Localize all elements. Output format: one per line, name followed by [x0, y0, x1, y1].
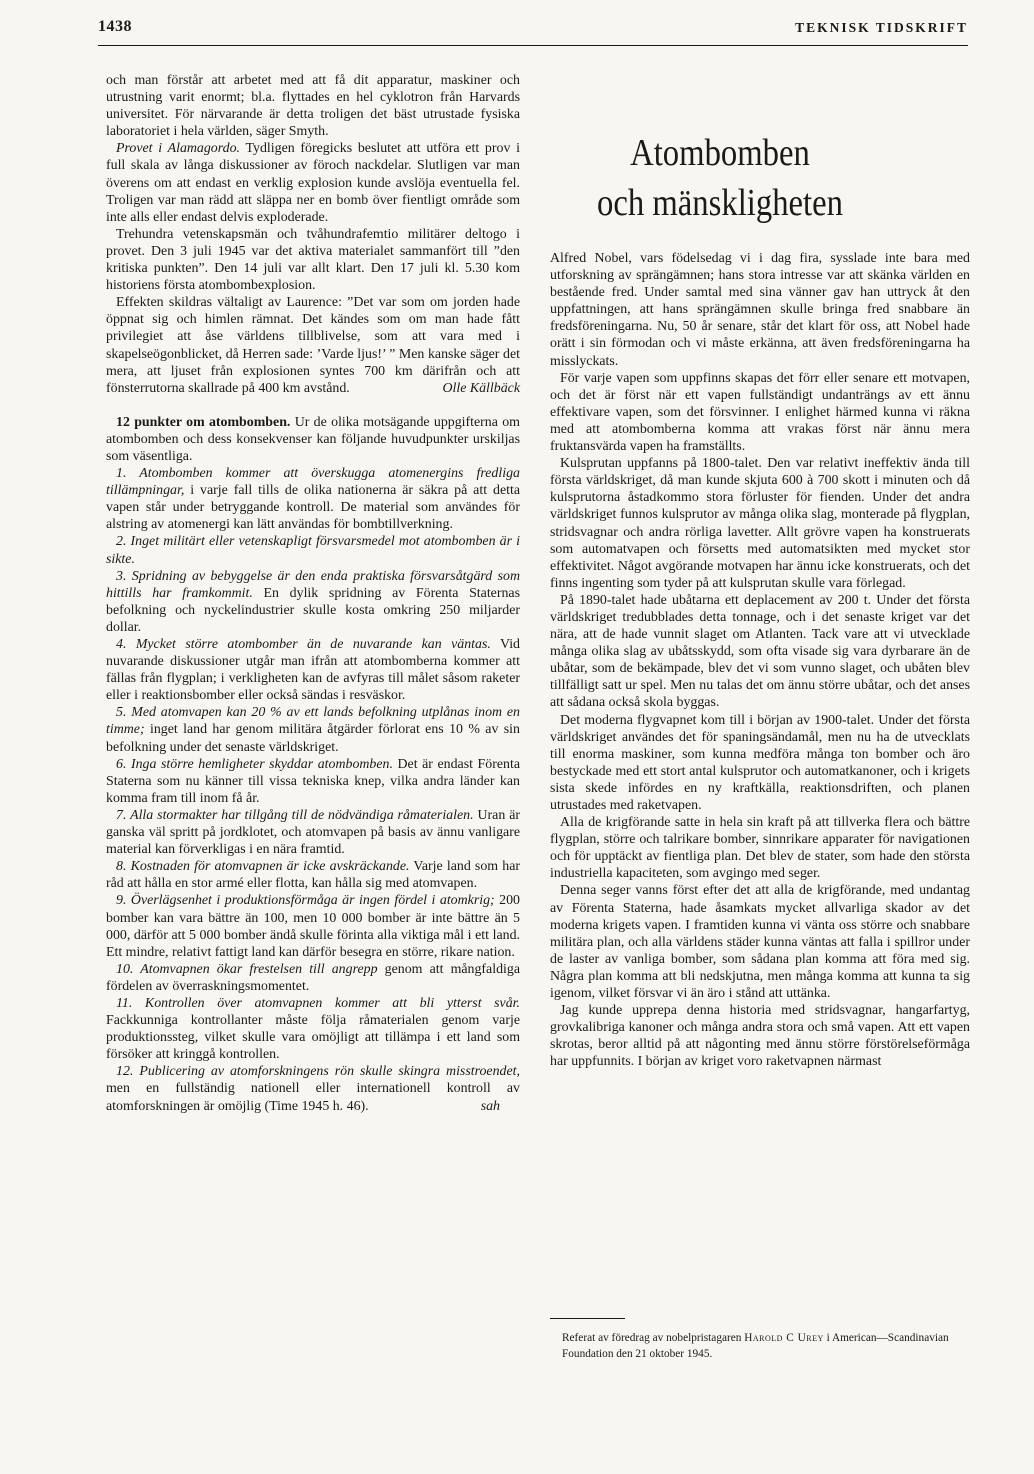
footnote-text: Referat av föredrag av nobelpristagaren [562, 1332, 745, 1344]
list-item [106, 465, 520, 533]
point-text: En dylik spridning av Förenta Staternas befolkning och nyckelindustrier skulle kosta omkring 250 miljarder dollar. [106, 585, 520, 635]
point-text: Uran är ganska väl spritt på jordklotet, och atomvapen på basis av ännu vanligare material kan förverkligas i en nära framtid. [106, 807, 520, 858]
footnote-text: i American—Scandinavian Foundation den 21 oktober 1945. [562, 1332, 949, 1360]
list-item [106, 858, 520, 892]
right-column [550, 250, 970, 1071]
list-item [106, 704, 520, 755]
points-list [106, 465, 520, 1115]
list-item [106, 807, 520, 858]
footnote-rule [550, 1318, 625, 1319]
point-text: inget land har genom militära åtgärder förlorat ens 10 % av sin befolkning under det senaste världskriget. [106, 722, 520, 755]
left-column [106, 72, 520, 1115]
point-heading: 3. Spridning av bebyggelse är den enda praktiska försvarsåtgärd som hittills har framkommit. [106, 568, 520, 601]
list-item [106, 568, 520, 636]
point-text: Det är endast Förenta Staterna som nu känner till vissa tekniska knep, vilka andra länder kan komma fram till inom få år. [106, 756, 520, 806]
article-title [574, 128, 866, 228]
point-text: Fackkunniga kontrollanter måste följa råmaterialen genom varje produktionssteg, vilket skulle vara omöjligt att tillämpa i ett land som försöker att kringgå kontrollen. [106, 1013, 520, 1063]
author-name: Harold C Urey [744, 1332, 824, 1344]
footnote [562, 1330, 972, 1362]
list-item [106, 756, 520, 807]
list-item [106, 1063, 520, 1114]
paragraph: Det moderna flygvapnet kom till i början av 1900-talet. Under det första världskriget användes det för spaningsändamål, men nu ha de utvecklats till enorma maskiner, som kunna medföra många ton bomber och äro bestyckade med ett stort antal kulsprutor och automatkanoner, och i krigets sista skede infördes en ny kraftkälla, reaktionsdriften, och planen utrustades med raketvapen. [550, 712, 970, 813]
list-item [106, 533, 520, 567]
section-heading: 12 punkter om atombomben. [116, 414, 291, 430]
point-heading: 6. Inga större hemligheter skyddar atombomben. [116, 756, 393, 772]
point-text: Varje land som har råd att hålla en stor armé eller flotta, kan hålla sig med atomvapen. [106, 859, 520, 892]
author-signature: Olle Källbäck [442, 380, 520, 396]
page-number: 1438 [98, 18, 132, 35]
point-heading: 4. Mycket större atombomber än de nuvarande kan väntas. [116, 637, 491, 652]
paragraph-text: Effekten skildras vältaligt av Laurence: ”Det var som om jorden hade öppnat sig och himlen rämnat. Det kändes som om man hade fått privilegiet att åse världens tillblivelse, som att vara med i skapelseögonblicket, då Herren sade: ’Varde ljus!’ ” Men kanske säger det mera, att ljuset från explosionen syntes 700 km därifrån och att fönsterrutorna skallrade på 400 km avstånd. [106, 295, 520, 396]
list-item [106, 636, 520, 704]
point-heading: 1. Atombomben kommer att överskugga atomenergins fredliga tillämpningar, [106, 466, 520, 499]
point-heading: 2. Inget militärt eller vetenskapligt försvarsmedel mot atombomben är i sikte. [106, 534, 520, 567]
paragraph [106, 140, 520, 225]
paragraph-text: Ur de olika motsägande uppgifterna om atombomben och dess konsekvenser kan följande huvudpunkter urskiljas som väsentliga. [106, 414, 520, 464]
paragraph: Jag kunde upprepa denna historia med stridsvagnar, hangarfartyg, grovkalibriga kanoner och många andra stora och små vapen. Att ett vapen skrotas, beror alltid på att någonting med ännu större förstörelseförmåga har uppfunnits. I början av kriget voro raketvapnen närmast [550, 1003, 970, 1070]
author-signature: sah [480, 1098, 500, 1114]
list-item [106, 892, 520, 960]
point-heading: 8. Kostnaden för atomvapnen är icke avskräckande. [116, 859, 410, 875]
paragraph [106, 294, 520, 397]
point-text: Vid nuvarande diskussioner utgår man ifrån att atombomberna kommer att fällas från flygplan; i verkligheten kan de avfyras till målet såsom raketer eller i reaktionsbomber eller också sändas i resväskor. [106, 637, 520, 704]
paragraph-text: Tydligen föregicks beslutet att utföra ett prov i full skala av långa diskussioner av föroch nackdelar. Slutligen var man överens om att endast en verklig explosion kunde avslöja eventuella fel. Troligen var man rädd att släppa ner en bomb över fientligt område som inte alls eller endast delvis exploderade. [106, 141, 520, 225]
title-line: Atombomben [630, 132, 810, 174]
point-text: men en fullständig nationell eller internationell kontroll av atomforskningen är omöjlig (Time 1945 h. 46). [106, 1081, 520, 1114]
paragraph: På 1890-talet hade ubåtarna ett deplacement av 200 t. Under det första världskriget tredubblades detta tonnage, och i det senaste kriget var det nära, att de hade vunnit slaget om Atlanten. Tack vare att vi utvecklade många olika slag av ubåtsskydd, som ofta visade sig vara dyrbarare än de ubåtar, som de bekämpade, blev det vi som vunno slaget, och ubåten blev tillfälligt satt ur spel. Men nu talas det om ännu större ubåtar, och det anses att sådana också skola byggas. [550, 592, 970, 711]
point-heading: 5. Med atomvapen kan 20 % av ett lands befolkning utplånas inom en timme; [106, 705, 520, 738]
paragraph: Alfred Nobel, vars födelsedag vi i dag fira, sysslade inte bara med utforskning av sprängämnen; hans stora intresse var att skänka världen en bestående fred. Under samtal med sina vänner gav han uttryck åt den uppfattningen, att hans sprängämnen skulle bringa fred snabbare än fredsföreningarna. Nu, 50 år senare, står det klart för oss, att Nobel hade orätt i sin förmodan och vi måste erkänna, att även fredsföreningarna ha misslyckats. [550, 251, 970, 369]
point-heading: 12. Publicering av atomforskningens rön skulle skingra misstroendet, [116, 1064, 520, 1080]
running-header [98, 18, 968, 40]
point-heading: 9. Överlägsenhet i produktionsförmåga är ingen fördel i atomkrig; [116, 893, 495, 909]
point-text: 200 bomber kan vara bättre än 100, men 10 000 bomber är inte bättre än 5 000, därför att 5 000 bomber ändå skulle förinta alla viktiga mål i ett land. Ett mindre, relativt fattigt land kan därför besegra en större, rikare nation. [106, 893, 520, 960]
list-item [106, 995, 520, 1063]
point-heading: 7. Alla stormakter har tillgång till de nödvändiga råmaterialen. [116, 807, 474, 823]
paragraph: Denna seger vanns först efter det att alla de krigförande, med undantag av Förenta Staterna, hade åsamkats mycket allvarliga skador av det moderna krigets vapen. I framtiden kunna vi vänta oss större och snabbare militära plan, och alla världens städer kunna väntas att falla i spillror under de laster av vanliga bomber, som sådana plan komma att föra med sig. Några plan komma att bli nedskjutna, men många komma att kunna ta sig igenom, vilket försvar vi än äro i stånd att uttänka. [550, 883, 970, 1002]
paragraph: och man förstår att arbetet med att få dit apparatur, maskiner och utrustning varit enormt; bl.a. flyttades en hel cyklotron från Harvards universitet. För närvarande är detta troligen det bäst utrustade fysiska laboratoriet i hela världen, säger Smyth. [106, 73, 520, 140]
section-heading: Provet i Alamagordo. [116, 141, 241, 157]
list-item [106, 961, 520, 995]
paragraph [106, 414, 520, 465]
paragraph: Alla de krigförande satte in hela sin kraft på att tillverka flera och bättre flygplan, större och talrikare bomber, sinnrikare apparater för navigationen och för upptäckt av fientliga plan. Det blev de stater, som hade den största industriella kapaciteten, som avgingo med seger. [550, 815, 970, 882]
paragraph: För varje vapen som uppfinns skapas det förr eller senare ett motvapen, och det är först när ett vapen fullständigt undanträngs av ett ännu effektivare vapen, som det försvinner. I enlighet härmed kunna vi räkna med att atombomberna komma att vrakas först när ännu mera fruktansvärda vapen ha framställts. [550, 370, 970, 455]
paragraph: Trehundra vetenskapsmän och tvåhundrafemtio militärer deltogo i provet. Den 3 juli 1945 var det aktiva materialet sammanfört till ”den kritiska punkten”. Den 14 juli var allt klart. Den 17 juli kl. 5.30 kom historiens första atombombexplosion. [106, 226, 520, 294]
point-heading: 11. Kontrollen över atomvapnen kommer att bli ytterst svår. [116, 995, 520, 1011]
point-text: genom att mångfaldiga fördelen av överraskningsmomentet. [106, 961, 520, 994]
paragraph: Kulsprutan uppfanns på 1800-talet. Den var relativt ineffektiv ända till första världskriget, då man kunde skjuta 600 à 700 skott i minuten och då kulsprutorna åstadkommo stora förluster för fienden. Under det andra världskriget funnos kulsprutor av många olika slag, monterade på flygplan, stridsvagnar och andra rörliga lavetter. Allt grövre vapen ha konstruerats som automatvapen och försetts med automatsikten med mycket stor effektivitet. Något avgörande motvapen har ännu icke konstruerats, och det finns ingenting som tyder på att kulsprutan skulle vara förlegad. [550, 456, 970, 591]
point-text: i varje fall tills de olika nationerna är säkra på att detta vapen står under betryggande kontroll. De material som användes för alstring av atomenergi kan lätt användas för bombtillverkning. [106, 483, 520, 533]
title-line: och mänskligheten [597, 182, 843, 224]
point-heading: 10. Atomvapnen ökar frestelsen till angrepp [116, 961, 378, 977]
header-rule [98, 45, 968, 46]
journal-title: TEKNISK TIDSKRIFT [795, 20, 968, 35]
spacer [106, 397, 520, 414]
